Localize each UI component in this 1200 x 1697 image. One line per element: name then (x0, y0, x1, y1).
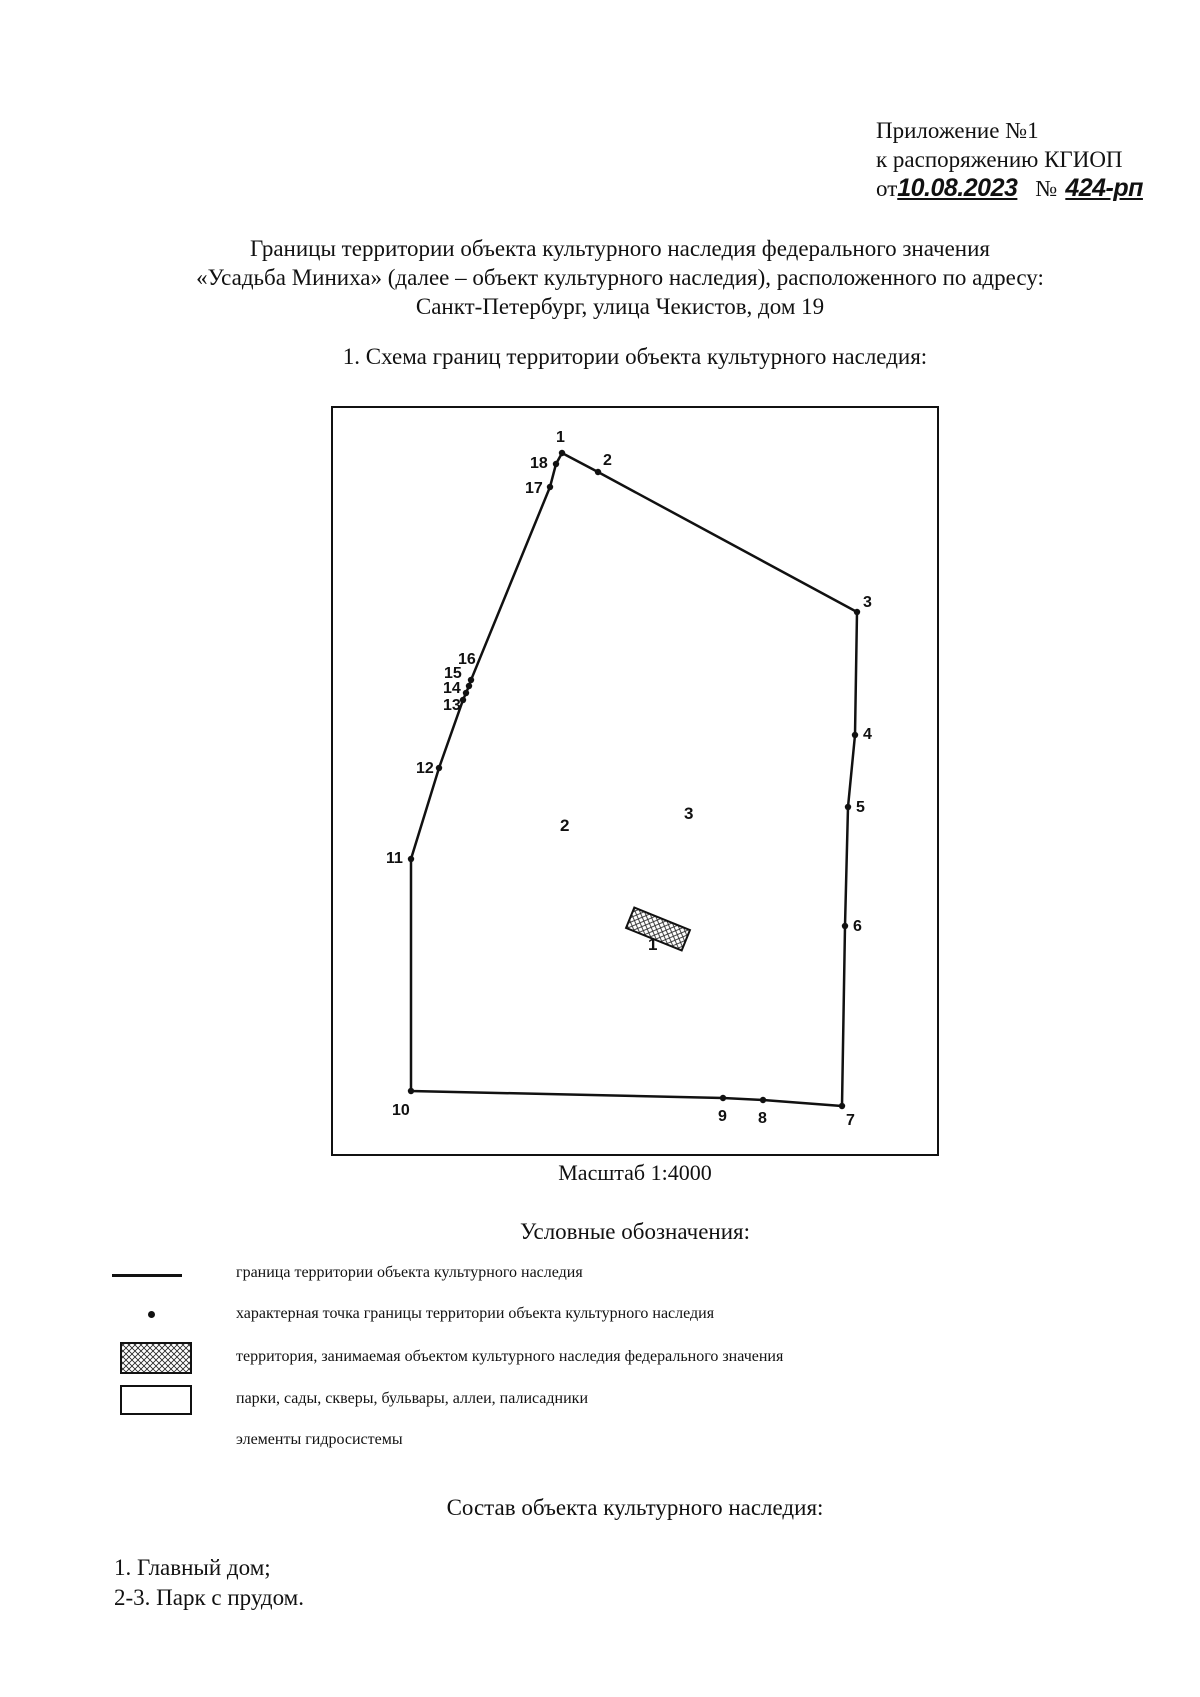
point-label-14: 14 (443, 680, 461, 697)
point-label-3: 3 (863, 594, 872, 611)
boundary-point-4 (852, 732, 858, 738)
point-label-6: 6 (853, 918, 862, 935)
date-prefix: от (876, 176, 898, 201)
title-line-1: Границы территории объекта культурного наследия федерального значения (250, 236, 990, 261)
point-label-9: 9 (718, 1108, 727, 1125)
point-label-12: 12 (416, 760, 434, 777)
boundary-point-12 (436, 765, 442, 771)
map-frame (332, 407, 938, 1155)
legend-heading: Условные обозначения: (519, 1219, 751, 1244)
legend-item-water: элементы гидросистемы (236, 1431, 403, 1448)
boundary-point-18 (553, 461, 559, 467)
territory-boundary (411, 453, 857, 1106)
point-label-8: 8 (758, 1110, 767, 1127)
boundary-point-14 (463, 690, 469, 696)
title-line-2: «Усадьба Миниха» (далее – объект культурного наследия), расположенного по адресу: (196, 265, 1044, 290)
point-label-7: 7 (846, 1112, 855, 1129)
appendix-title: Приложение №1 (876, 118, 1039, 143)
legend-crosshatch-symbol (120, 1342, 192, 1379)
point-label-15: 15 (444, 665, 462, 682)
legend-point-symbol (148, 1311, 155, 1318)
point-label-10: 10 (392, 1102, 410, 1119)
boundary-map (330, 405, 940, 1157)
boundary-point-15 (466, 683, 472, 689)
composition-item-1: 1. Главный дом; (114, 1555, 271, 1580)
boundary-point-11 (408, 856, 414, 862)
boundary-point-8 (760, 1097, 766, 1103)
appendix-block (876, 116, 1196, 203)
appendix-order: к распоряжению КГИОП (876, 147, 1123, 172)
boundary-point-3 (854, 609, 860, 615)
map-scale: Масштаб 1:4000 (558, 1160, 712, 1185)
legend-item-boundary: граница территории объекта культурного наследия (236, 1264, 583, 1281)
point-label-5: 5 (856, 799, 865, 816)
point-label-2: 2 (603, 452, 612, 469)
boundary-point-2 (595, 469, 601, 475)
boundary-points (408, 450, 860, 1109)
zone-label-3: 3 (684, 804, 694, 823)
composition-item-2: 2-3. Парк с прудом. (114, 1585, 304, 1610)
legend-empty-rect-symbol (120, 1385, 192, 1415)
legend-item-heritage-area: территория, занимаемая объектом культурного наследия федерального значения (236, 1348, 784, 1365)
point-label-1: 1 (556, 429, 565, 446)
boundary-point-16 (468, 677, 474, 683)
section-heading-scheme: 1. Схема границ территории объекта культурного наследия: (342, 344, 928, 369)
boundary-point-9 (720, 1095, 726, 1101)
point-label-13: 13 (443, 697, 461, 714)
legend-item-point: характерная точка границы территории объекта культурного наследия (236, 1305, 715, 1322)
boundary-point-17 (547, 484, 553, 490)
main-house-area (626, 908, 690, 951)
zone-label-2: 2 (560, 816, 570, 835)
order-number: 424-рп (1065, 174, 1143, 202)
point-label-11: 11 (386, 850, 403, 867)
appendix-date-number (876, 174, 1196, 203)
point-label-16: 16 (458, 651, 476, 668)
boundary-point-5 (845, 804, 851, 810)
composition-heading: Состав объекта культурного наследия: (446, 1495, 824, 1520)
legend-line-symbol (112, 1274, 182, 1277)
zone-label-1: 1 (648, 935, 658, 954)
boundary-point-1 (559, 450, 565, 456)
document-title (100, 234, 1140, 321)
legend-item-parks: парки, сады, скверы, бульвары, аллеи, палисадники (236, 1390, 589, 1407)
point-label-18: 18 (530, 455, 548, 472)
number-prefix: № (1035, 176, 1058, 201)
boundary-point-10 (408, 1088, 414, 1094)
point-label-17: 17 (525, 480, 543, 497)
title-line-3: Санкт-Петербург, улица Чекистов, дом 19 (415, 294, 825, 319)
boundary-point-6 (842, 923, 848, 929)
point-label-4: 4 (863, 726, 872, 743)
boundary-point-7 (839, 1103, 845, 1109)
order-date: 10.08.2023 (897, 174, 1018, 202)
